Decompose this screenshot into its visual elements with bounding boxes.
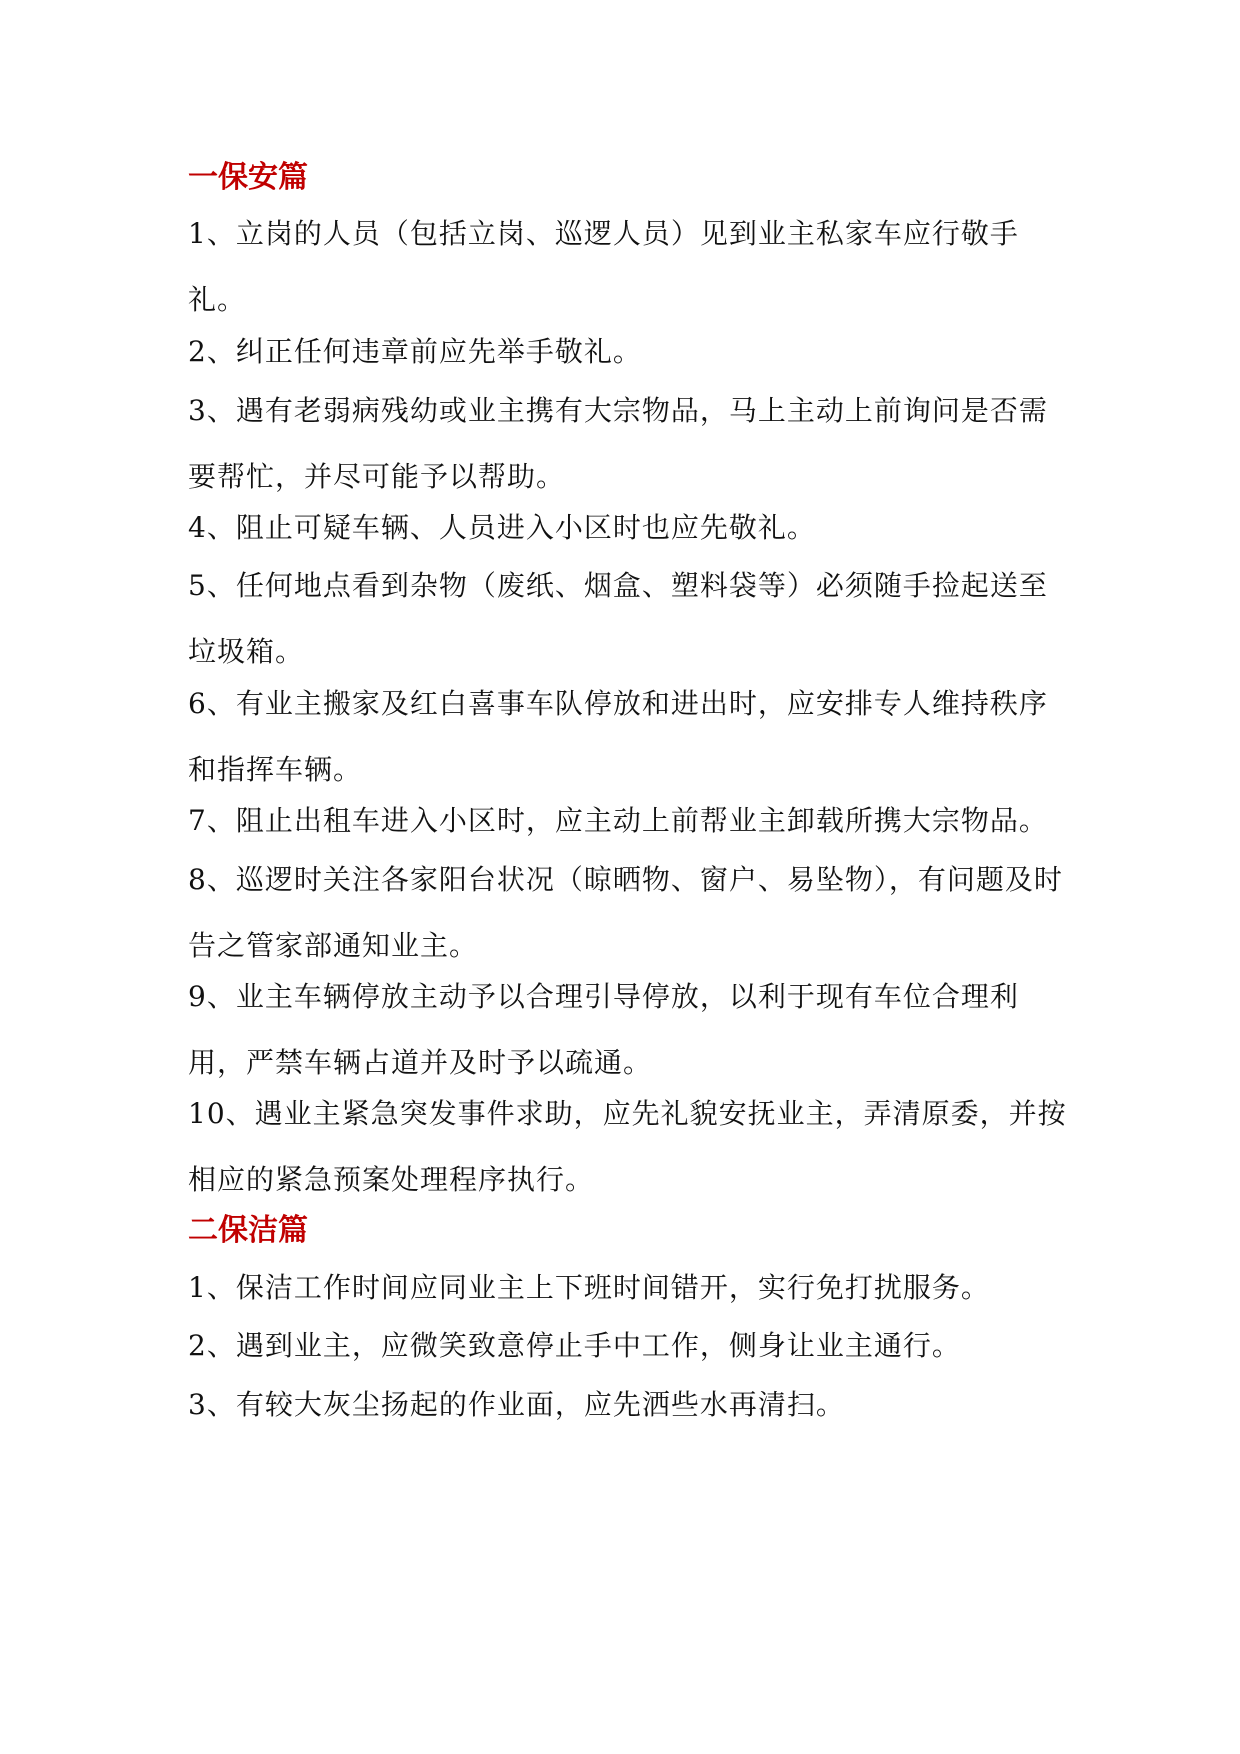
- security-item-10: 10、遇业主紧急突发事件求助，应先礼貌安抚业主，弄清原委，并按相应的紧急预案处理程序执行。: [188, 1097, 1067, 1196]
- security-item-5: 5、任何地点看到杂物（废纸、烟盒、塑料袋等）必须随手捡起送至垃圾箱。: [188, 569, 1048, 668]
- security-item-6: 6、有业主搬家及红白喜事车队停放和进出时，应安排专人维持秩序和指挥车辆。: [188, 687, 1048, 786]
- security-item-7: 7、阻止出租车进入小区时，应主动上前帮业主卸载所携大宗物品。: [188, 804, 1048, 837]
- cleaning-item-1: 1、保洁工作时间应同业主上下班时间错开，实行免打扰服务。: [188, 1271, 990, 1304]
- security-item-4: 4、阻止可疑车辆、人员进入小区时也应先敬礼。: [188, 511, 816, 544]
- security-item-3: 3、遇有老弱病残幼或业主携有大宗物品，马上主动上前询问是否需要帮忙，并尽可能予以帮助。: [188, 394, 1048, 493]
- security-item-1: 1、立岗的人员（包括立岗、巡逻人员）见到业主私家车应行敬手礼。: [188, 217, 1019, 316]
- cleaning-item-3: 3、有较大灰尘扬起的作业面，应先洒些水再清扫。: [188, 1388, 845, 1421]
- cleaning-item-2: 2、遇到业主，应微笑致意停止手中工作，侧身让业主通行。: [188, 1329, 961, 1362]
- security-item-9: 9、业主车辆停放主动予以合理引导停放，以利于现有车位合理利用，严禁车辆占道并及时予以疏通。: [188, 980, 1019, 1079]
- section-heading-security: 一保安篇: [188, 160, 308, 195]
- security-item-8: 8、巡逻时关注各家阳台状况（晾晒物、窗户、易坠物），有问题及时告之管家部通知业主。: [188, 863, 1063, 962]
- section-heading-cleaning: 二保洁篇: [188, 1213, 308, 1248]
- security-item-2: 2、纠正任何违章前应先举手敬礼。: [188, 335, 642, 368]
